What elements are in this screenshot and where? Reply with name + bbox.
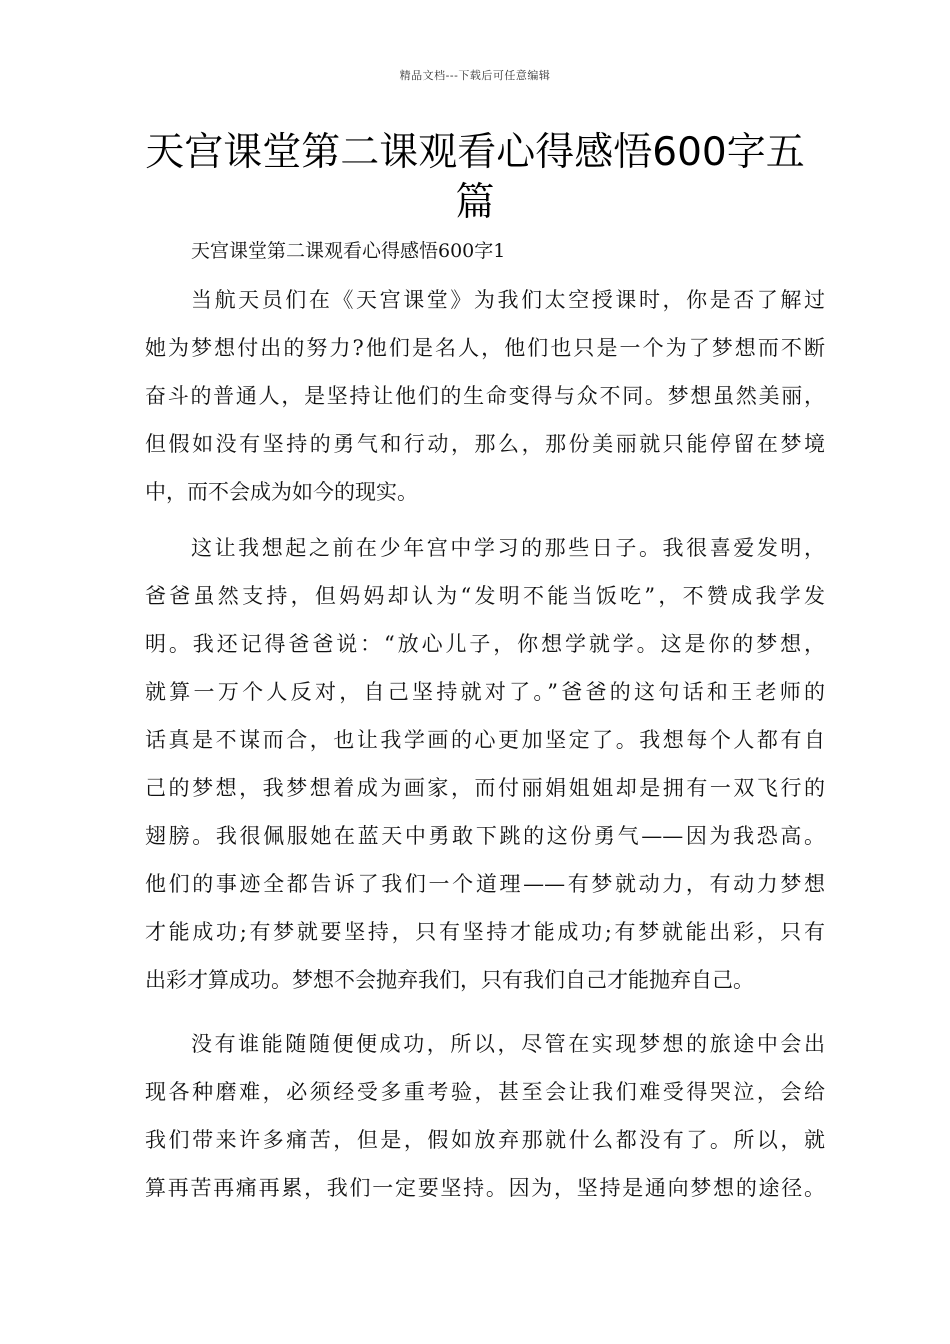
title-line-2: 篇 xyxy=(455,180,495,225)
paragraph-line: 她为梦想付出的努力?他们是名人，他们也只是一个为了梦想而不断 xyxy=(145,336,825,360)
paragraph-line: 现各种磨难，必须经受多重考验，甚至会让我们难受得哭泣，会给 xyxy=(145,1080,825,1104)
paragraph-line: 话真是不谋而合，也让我学画的心更加坚定了。我想每个人都有自 xyxy=(145,728,825,752)
paragraph-line: 算再苦再痛再累，我们一定要坚持。因为，坚持是通向梦想的途径。 xyxy=(145,1176,825,1200)
paragraph-line: 奋斗的普通人，是坚持让他们的生命变得与众不同。梦想虽然美丽， xyxy=(145,384,825,408)
paragraph-line: 出彩才算成功。梦想不会抛弃我们，只有我们自己才能抛弃自己。 xyxy=(145,968,754,992)
paragraph-line: 明。我还记得爸爸说：“放心儿子，你想学就学。这是你的梦想， xyxy=(145,632,825,656)
paragraph-line: 就算一万个人反对，自己坚持就对了。”爸爸的这句话和王老师的 xyxy=(145,680,825,704)
paragraph-line: 但假如没有坚持的勇气和行动，那么，那份美丽就只能停留在梦境 xyxy=(145,432,825,456)
paragraph-line: 才能成功;有梦就要坚持，只有坚持才能成功;有梦就能出彩，只有 xyxy=(145,920,825,944)
paragraph-line: 我们带来许多痛苦，但是，假如放弃那就什么都没有了。所以，就 xyxy=(145,1128,825,1152)
paragraph-line: 爸爸虽然支持，但妈妈却认为“发明不能当饭吃”，不赞成我学发 xyxy=(145,584,825,608)
section-subtitle: 天宫课堂第二课观看心得感悟600字1 xyxy=(191,240,506,262)
paragraph-line: 中，而不会成为如今的现实。 xyxy=(145,480,418,504)
paragraph-line: 当航天员们在《天宫课堂》为我们太空授课时，你是否了解过 xyxy=(191,288,825,312)
document-title xyxy=(120,128,830,228)
paragraph-line: 翅膀。我很佩服她在蓝天中勇敢下跳的这份勇气——因为我恐高。 xyxy=(145,824,825,848)
header-note: 精品文档---下载后可任意编辑 xyxy=(399,69,551,82)
paragraph-line: 己的梦想，我梦想着成为画家，而付丽娟姐姐却是拥有一双飞行的 xyxy=(145,776,825,800)
paragraph-line: 没有谁能随随便便成功，所以，尽管在实现梦想的旅途中会出 xyxy=(191,1032,825,1056)
paragraph-line: 这让我想起之前在少年宫中学习的那些日子。我很喜爱发明， xyxy=(191,536,825,560)
paragraph-1 xyxy=(145,276,825,516)
paragraph-3 xyxy=(145,1020,825,1212)
paragraph-2 xyxy=(145,524,825,1004)
paragraph-line: 他们的事迹全都告诉了我们一个道理——有梦就动力，有动力梦想 xyxy=(145,872,825,896)
title-line-1: 天宫课堂第二课观看心得感悟600字五 xyxy=(145,130,805,175)
